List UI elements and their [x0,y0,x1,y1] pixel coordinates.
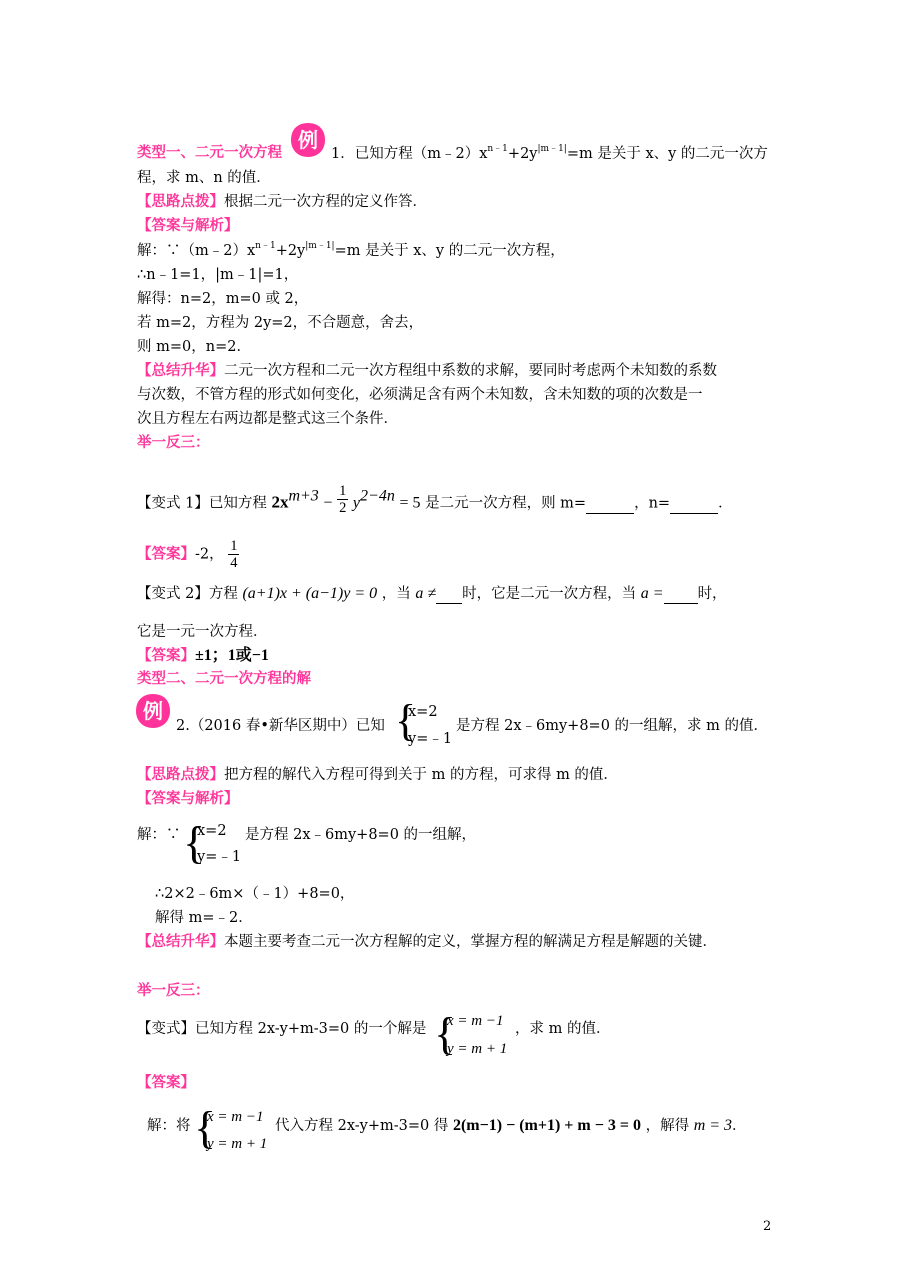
variant2: 【变式 2】方程 (a+1)x + (a−1)y = 0 ，当 a ≠ 时，它是二元一次方程，当 a = 时， [137,585,727,602]
system-brace-2: { [183,817,206,868]
variant3: 【变式】已知方程 2x-y+m-3=0 的一个解是 [137,1021,427,1037]
solution2-end: 是方程 2x﹣6my+8=0 的一组解， [245,827,477,843]
n-blank [670,495,718,514]
variant2-answer: 【答案】±1；1或−1 [137,647,269,664]
solution2-line3: 解得 m=﹣2． [155,910,253,926]
answer3-body: 代入方程 2x-y+m-3=0 得 2(m−1) − (m+1) + m − 3 = 0 ，解得 m = 3． [275,1117,747,1134]
solution1-line3: 解得：n=2，m=0 或 2， [137,291,309,307]
answer2-tag: 【答案与解析】 [137,791,239,807]
solution1-line2: ∴n﹣1=1，|m﹣1|=1， [137,267,299,283]
question1-line1: 1．已知方程$(m﹣2)x^{n﹣1}+2y^{|m﹣1|}=m$ 是关于 x、y 的二元一次方 [331,144,768,162]
answer3-prefix: 解：将 [147,1118,191,1134]
m-blank [586,495,634,514]
badge-text: 例 [298,128,318,152]
summary1-line2: 与次数，不管方程的形式如何变化，必须满足含有两个未知数，含未知数的项的次数是一 [137,387,703,403]
answer3-tag: 【答案】 [137,1075,195,1091]
solution2-line2: ∴2×2﹣6m×（﹣1）+8=0， [155,886,355,902]
solution1-line1: 解：$\because(m﹣2)x^{n﹣1}+2y^{|m﹣1|}=m$ 是关于 x、y 的二元一次方程， [137,241,565,259]
summary2: 【总结升华】本题主要考查二元一次方程解的定义，掌握方程的解满足方程是解题的关键． [137,934,717,950]
svg-text:例: 例 [143,699,163,723]
type1-title: 类型一、二元一次方程 [137,145,282,161]
v-system-x: x = m −1 [447,1013,504,1029]
summary1-line1: 【总结升华】二元一次方程和二元一次方程组中系数的求解，要同时考虑两个未知数的系数 [137,363,717,379]
hint2: 【思路点拨】把方程的解代入方程可得到关于 m 的方程，可求得 m 的值． [137,767,618,783]
practice1-heading: 举一反三： [137,435,210,451]
section1-heading [137,144,282,162]
example-badge-icon-2 [134,692,172,730]
sol-system-x: x=2 [197,823,227,839]
page-number: 2 [763,1219,772,1234]
system-brace-4: { [194,1102,217,1153]
question2: 2.（2016 春•新华区期中）已知 [176,718,385,734]
system-brace: { [395,696,417,745]
section2-heading: 类型二、二元一次方程的解 [137,671,311,687]
variant3-end: ，求 m 的值． [515,1021,611,1037]
hint1: 【思路点拨】根据二元一次方程的定义作答． [137,194,427,210]
a-system-y: y = m + 1 [207,1136,268,1152]
system-y: y=﹣1 [408,731,453,747]
variant1: 【变式 1】已知方程 $2x^{m+3}$ − $\frac{1}{2}$ $y^{2-4n} = 5$ 是二元一次方程，则 m= ，n= ． [137,483,733,516]
practice2-heading: 举一反三： [137,983,210,999]
answer1-tag: 【答案与解析】 [137,218,239,234]
a-system-x: x = m −1 [207,1109,264,1125]
system-x: x=2 [408,704,438,720]
solution2-prefix: 解：∵ [137,827,181,843]
v-system-y: y = m + 1 [447,1041,508,1057]
question2-end: 是方程 2x﹣6my+8=0 的一组解，求 m 的值． [456,718,769,734]
sol-system-y: y=﹣1 [197,849,242,865]
variant1-answer: 【答案】-2， $\frac{1}{4}$ [137,538,238,571]
question1-line2: 程，求 m、n 的值． [137,170,271,186]
summary1-line3: 次且方程左右两边都是整式这三个条件． [137,411,398,427]
example-badge-icon [289,121,327,159]
system-brace-3: { [434,1008,457,1059]
solution1-line5: 则 m=0，n=2． [137,339,251,355]
variant2-line2: 它是一元一次方程． [137,624,268,640]
solution1-line4: 若 m=2，方程为 2y=2，不合题意，舍去， [137,315,424,331]
